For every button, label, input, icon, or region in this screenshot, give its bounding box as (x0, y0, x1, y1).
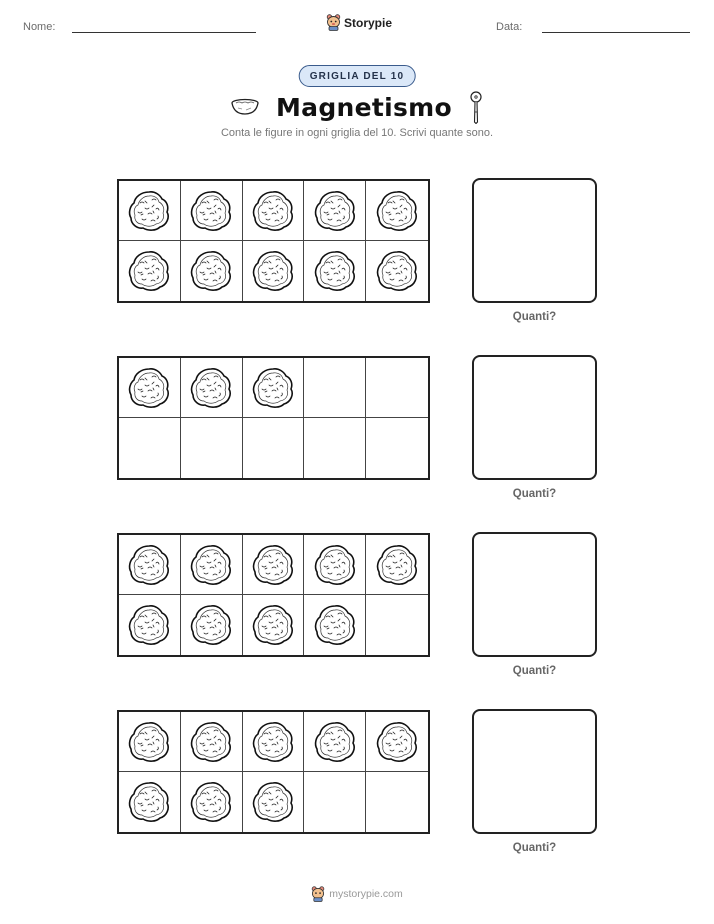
answer-box-1[interactable] (472, 178, 597, 303)
magnetite-rock-icon (375, 189, 419, 233)
ten-frame-cell (304, 595, 366, 655)
magnetite-rock-icon (375, 249, 419, 293)
answer-label: Quanti? (512, 842, 557, 854)
magnetite-rock-icon (313, 720, 357, 764)
ten-frame-cell (243, 535, 305, 595)
magnetite-rock-icon (189, 780, 233, 824)
footer-url: mystorypie.com (329, 888, 403, 900)
magnetite-rock-icon (251, 720, 295, 764)
ten-frame-cell (243, 772, 305, 832)
ten-frame-cell (119, 418, 181, 478)
magnetite-rock-icon (375, 543, 419, 587)
magnetite-rock-icon (313, 249, 357, 293)
magnetite-rock-icon (127, 249, 171, 293)
ten-frame-cell (119, 241, 181, 301)
magnetite-rock-icon (313, 543, 357, 587)
ten-frame-cell (119, 358, 181, 418)
title-row (0, 90, 714, 124)
ten-frame-cell (304, 418, 366, 478)
ten-frame-cell (181, 712, 243, 772)
magnetite-rock-icon (189, 249, 233, 293)
ten-frame-cell (181, 772, 243, 832)
magnetite-rock-icon (251, 543, 295, 587)
magnetite-rock-icon (189, 543, 233, 587)
ten-frame-cell (304, 358, 366, 418)
ten-frame-cell (181, 535, 243, 595)
ten-frame-4 (117, 710, 430, 834)
storypie-mascot-icon (311, 886, 325, 902)
ten-frame-cell (243, 712, 305, 772)
magnetite-rock-icon (127, 780, 171, 824)
brand-name: Storypie (344, 15, 393, 30)
ten-frame-cell (181, 358, 243, 418)
answer-box-2[interactable] (472, 355, 597, 480)
answer-label: Quanti? (512, 311, 557, 323)
magnetite-rock-icon (127, 366, 171, 410)
ten-frame-cell (243, 241, 305, 301)
magnetite-rock-icon (189, 720, 233, 764)
magnetite-rock-icon (251, 780, 295, 824)
page-title: Magnetismo (275, 92, 453, 122)
magnetite-bowl-icon (230, 97, 260, 117)
ten-frame-cell (243, 358, 305, 418)
ten-frame-cell (366, 712, 428, 772)
ten-frame-cell (181, 241, 243, 301)
magnetite-rock-icon (189, 366, 233, 410)
ten-frame-cell (181, 595, 243, 655)
ten-frame-cell (366, 535, 428, 595)
ten-frame-cell (304, 772, 366, 832)
ten-frame-cell (243, 418, 305, 478)
ten-frame-cell (304, 712, 366, 772)
ten-frame-cell (119, 595, 181, 655)
magnetite-rock-icon (251, 189, 295, 233)
ten-frame-cell (366, 241, 428, 301)
ten-frame-cell (366, 358, 428, 418)
magnetite-rock-icon (375, 720, 419, 764)
date-line[interactable] (542, 32, 690, 33)
answer-label: Quanti? (512, 665, 557, 677)
date-label: Data: (496, 21, 523, 33)
magnetite-rock-icon (127, 189, 171, 233)
brand-logo (326, 14, 392, 31)
magnetite-rock-icon (189, 189, 233, 233)
ten-frame-cell (119, 181, 181, 241)
ten-frame-cell (181, 418, 243, 478)
ten-frame-cell (366, 418, 428, 478)
magnetite-rock-icon (127, 543, 171, 587)
magnetite-rock-icon (313, 603, 357, 647)
name-line[interactable] (72, 32, 256, 33)
answer-label: Quanti? (512, 488, 557, 500)
magnetite-rock-icon (251, 249, 295, 293)
magnetite-rock-icon (127, 603, 171, 647)
answer-box-3[interactable] (472, 532, 597, 657)
ten-frame-3 (117, 533, 430, 657)
name-label: Nome: (23, 21, 56, 33)
magnetite-rock-icon (189, 603, 233, 647)
worksheet-type-badge: GRIGLIA DEL 10 (299, 65, 416, 87)
storypie-mascot-icon (326, 14, 341, 31)
ten-frame-cell (366, 181, 428, 241)
magnetite-rock-icon (251, 366, 295, 410)
ten-frame-cell (304, 181, 366, 241)
ten-frame-cell (366, 595, 428, 655)
magnetite-rock-icon (251, 603, 295, 647)
magnetite-rock-icon (127, 720, 171, 764)
ten-frame-cell (181, 181, 243, 241)
instructions: Conta le figure in ogni griglia del 10. Scrivi quante sono. (220, 127, 494, 139)
ten-frame-cell (243, 595, 305, 655)
ten-frame-2 (117, 356, 430, 480)
ten-frame-cell (304, 535, 366, 595)
ten-frame-cell (119, 772, 181, 832)
ten-frame-cell (366, 772, 428, 832)
footer (0, 886, 714, 902)
ten-frame-cell (119, 712, 181, 772)
answer-box-4[interactable] (472, 709, 597, 834)
magnetite-rock-icon (313, 189, 357, 233)
ten-frame-cell (243, 181, 305, 241)
ten-frame-cell (119, 535, 181, 595)
compass-needle-icon (468, 90, 484, 124)
ten-frame-cell (304, 241, 366, 301)
ten-frame-1 (117, 179, 430, 303)
